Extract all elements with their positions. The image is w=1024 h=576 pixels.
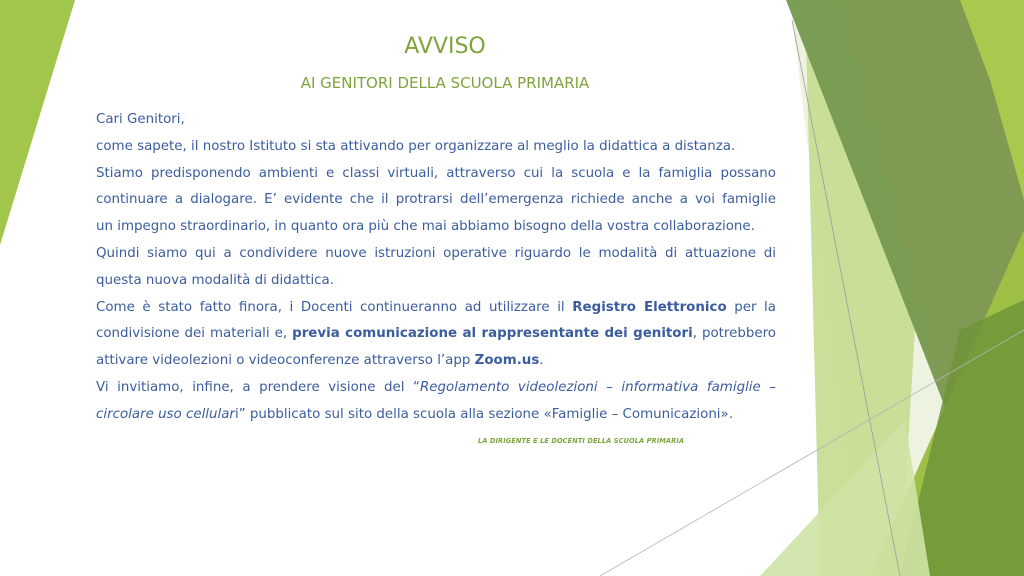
circolare-title-text: circolare uso cellular <box>96 406 235 422</box>
body-line-7 <box>96 295 776 322</box>
body-line-9-part-a: attivare videolezioni o videoconferenze attraverso l’app <box>96 353 475 369</box>
body-line-9-part-c: . <box>539 353 544 369</box>
body-line-11-part-b: i <box>234 406 239 422</box>
notice-body <box>96 107 776 429</box>
body-line-8-part-a: condivisione dei materiali e, <box>96 326 293 342</box>
body-line-9 <box>96 348 776 375</box>
body-line-1: come sapete, il nostro Istituto si sta attivando per organizzare al meglio la didattica a distanza. <box>96 138 736 154</box>
body-line-11-part-c: ” pubblicato sul sito della scuola alla sezione «Famiglie – Comunicazioni». <box>238 406 733 422</box>
slide-title: AVVISO <box>404 34 486 59</box>
body-line-3: continuare a dialogare. E’ evidente che il protrarsi dell’emergenza richiede anche a voi famiglie <box>96 192 776 208</box>
body-line-11 <box>96 402 776 429</box>
body-line-7-part-c: per la <box>726 299 776 315</box>
body-line-8-part-c: , potrebbero <box>692 326 776 342</box>
body-line-7-part-a: Come è stato fatto finora, i Docenti continueranno ad utilizzare il <box>96 299 573 315</box>
greeting-line: Cari Genitori, <box>96 112 185 127</box>
body-line-2: Stiamo predisponendo ambienti e classi virtuali, attraverso cui la scuola e la famiglia possano <box>96 165 776 181</box>
registro-elettronico-text: Registro Elettronico <box>572 299 727 315</box>
body-line-8 <box>96 321 776 348</box>
body-line-4: un impegno straordinario, in quanto ora più che mai abbiamo bisogno della vostra collaborazione. <box>96 219 755 235</box>
regolamento-title-text: Regolamento videolezioni – informativa famiglie – <box>420 379 776 395</box>
body-line-6: questa nuova modalità di didattica. <box>96 272 335 288</box>
previa-comunicazione-text: previa comunicazione al rappresentante dei genitori <box>292 326 693 342</box>
left-green-wedge <box>0 0 75 245</box>
body-line-10-part-a: Vi invitiamo, infine, a prendere visione del “ <box>96 379 420 395</box>
zoom-us-text: Zoom.us <box>474 353 540 369</box>
slide-subtitle: AI GENITORI DELLA SCUOLA PRIMARIA <box>300 74 590 92</box>
body-line-10 <box>96 375 776 402</box>
body-line-5: Quindi siamo qui a condividere nuove istruzioni operative riguardo le modalità di attuazione di <box>96 245 776 261</box>
signature: LA DIRIGENTE E LE DOCENTI DELLA SCUOLA PRIMARIA <box>478 437 685 445</box>
